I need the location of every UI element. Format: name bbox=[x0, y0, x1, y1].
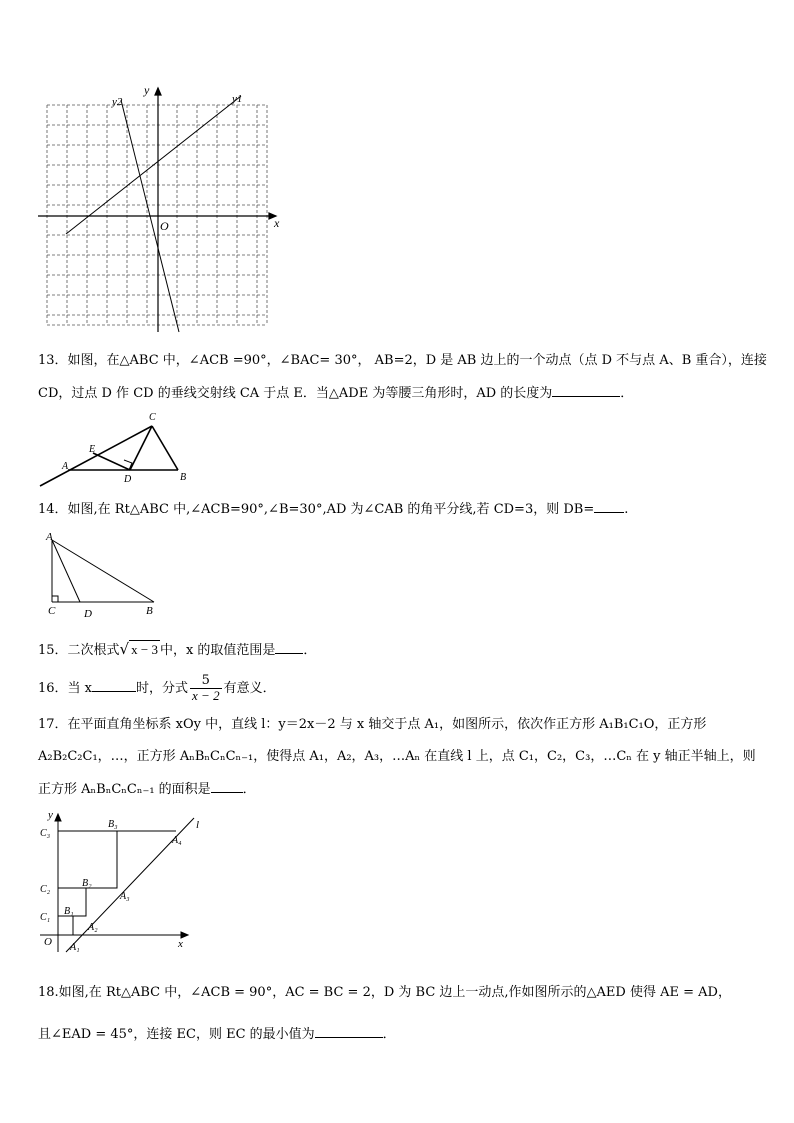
question-17-line3: 正方形 AₙBₙCₙCₙ₋₁ 的面积是 ． bbox=[38, 782, 256, 797]
question-16: 16．当 x 时，分式 $\frac{5}{x - 2}$ 有意义． bbox=[38, 673, 276, 703]
fraction: $\frac{5}{x - 2}$ bbox=[192, 673, 220, 703]
question-15: 15．二次根式√ x − 3 中，x 的取值范围是 ． bbox=[38, 640, 317, 658]
question-13-line1: 13．如图，在△ABC 中，∠ACB =90°，∠BAC= 30°， AB=2，D 是 AB 边上的一个动点（点 D 不与点 A、B 重合），连接 bbox=[38, 353, 767, 368]
label-B: B bbox=[146, 605, 153, 617]
svg-text:l: l bbox=[196, 819, 200, 831]
question-17-line1: 17．在平面直角坐标系 xOy 中，直线 l：y＝2x－2 与 x 轴交于点 A₁，如图所示，依次作正方形 A₁B₁C₁O，正方形 bbox=[38, 717, 707, 732]
svg-text:B₂: B₂ bbox=[82, 878, 92, 889]
coordinate-grid-figure bbox=[36, 82, 286, 334]
question-18-line2: 且∠EAD = 45°，连接 EC，则 EC 的最小值为 ． bbox=[38, 1027, 396, 1042]
svg-text:A₂: A₂ bbox=[88, 922, 98, 933]
svg-text:y: y bbox=[48, 809, 53, 821]
question-18-line1: 18.如图,在 Rt△ABC 中，∠ACB = 90°，AC = BC = 2，D 为 BC 边上一动点,作如图所示的△AED 使得 AE = AD， bbox=[38, 985, 731, 1000]
answer-blank-14[interactable] bbox=[594, 500, 624, 513]
label-E: E bbox=[89, 444, 96, 455]
radicand: x − 3 bbox=[131, 642, 158, 657]
svg-text:A₃: A₃ bbox=[120, 891, 130, 902]
label-A: A bbox=[62, 461, 69, 472]
svg-text:A₄: A₄ bbox=[172, 835, 182, 846]
y-axis-label: y bbox=[144, 83, 150, 97]
label-D: D bbox=[124, 474, 132, 485]
answer-blank-17[interactable] bbox=[211, 780, 243, 793]
svg-text:C₃: C₃ bbox=[40, 828, 51, 839]
svg-text:C₂: C₂ bbox=[40, 884, 51, 895]
question-14: 14．如图,在 Rt△ABC 中,∠ACB=90°,∠B=30°,AD 为∠CAB 的角平分线,若 CD=3，则 DB= . bbox=[38, 502, 629, 517]
label-C: C bbox=[149, 412, 156, 423]
svg-text:C₁: C₁ bbox=[40, 912, 51, 923]
line-y1-label: y1 bbox=[232, 93, 243, 105]
answer-blank-13[interactable] bbox=[552, 384, 620, 397]
label-D: D bbox=[84, 608, 92, 620]
triangle-figure-13 bbox=[38, 408, 198, 490]
answer-blank-15[interactable] bbox=[275, 641, 303, 654]
question-17-line2: A₂B₂C₂C₁，…，正方形 AₙBₙCₙCₙ₋₁，使得点 A₁，A₂，A₃，…Aₙ 在直线 l 上，点 C₁，C₂，C₃，…Cₙ 在 y 轴正半轴上，则 bbox=[38, 749, 756, 764]
grid-lines bbox=[47, 105, 267, 325]
triangle-figure-14 bbox=[40, 530, 170, 620]
label-C: C bbox=[48, 605, 56, 617]
answer-blank-18[interactable] bbox=[315, 1025, 383, 1038]
svg-text:B₃: B₃ bbox=[108, 819, 118, 830]
label-A: A bbox=[46, 531, 53, 543]
svg-text:B₁: B₁ bbox=[64, 906, 74, 917]
question-13-line2: CD，过点 D 作 CD 的垂线交射线 CA 于点 E．当△ADE 为等腰三角形时，AD 的长度为 ． bbox=[38, 386, 634, 401]
svg-text:O: O bbox=[44, 936, 52, 948]
squares-figure-17 bbox=[36, 806, 216, 956]
svg-text:x: x bbox=[178, 938, 183, 950]
line-y2-label: y2 bbox=[112, 96, 123, 108]
svg-text:A₁: A₁ bbox=[70, 942, 80, 953]
x-axis-label: x bbox=[274, 216, 280, 230]
label-B: B bbox=[180, 472, 187, 483]
question-13-text: CD，过点 D 作 CD 的垂线交射线 CA 于点 E．当△ADE 为等腰三角形时，AD 的长度为 bbox=[38, 386, 553, 401]
answer-blank-16[interactable] bbox=[92, 679, 136, 692]
sqrt-sign: √ bbox=[119, 640, 130, 658]
origin-label: O bbox=[160, 219, 169, 233]
